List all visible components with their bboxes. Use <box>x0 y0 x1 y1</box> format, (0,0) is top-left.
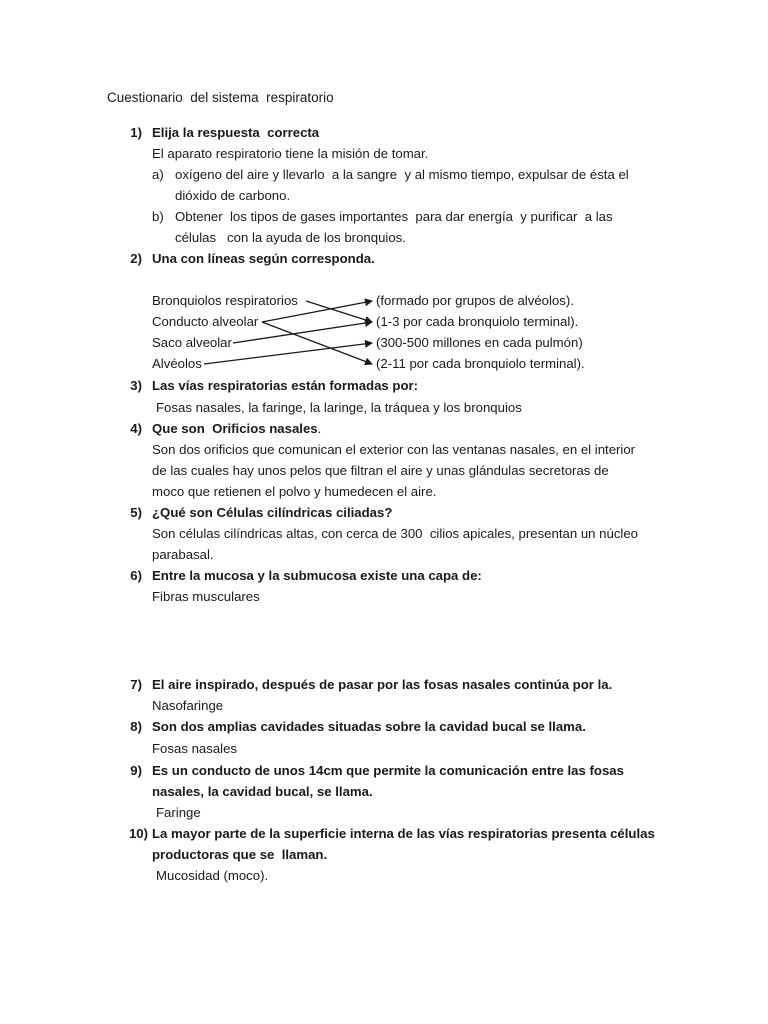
match-left-item: Alvéolos <box>152 356 202 371</box>
q1-question: Elija la respuesta correcta <box>152 125 320 140</box>
match-right-item: (300-500 millones en cada pulmón) <box>376 335 583 350</box>
q7-answer: Nasofaringe <box>152 698 224 713</box>
q4-answer: Son dos orificios que comunican el exterior con las ventanas nasales, en el interior <box>152 442 636 457</box>
q4-answer-cont: de las cuales hay unos pelos que filtran el aire y unas glándulas secretoras de <box>152 463 609 478</box>
q2-number: 2) <box>130 251 142 266</box>
arrow-line <box>204 343 372 364</box>
q7-number: 7) <box>130 677 142 692</box>
match-left-item: Bronquiolos respiratorios <box>152 293 298 308</box>
match-left-item: Conducto alveolar <box>152 314 259 329</box>
q8-question: Son dos amplias cavidades situadas sobre la cavidad bucal se llama. <box>152 719 586 734</box>
q6-number: 6) <box>130 568 142 583</box>
q8-answer: Fosas nasales <box>152 741 238 756</box>
q7-question: El aire inspirado, después de pasar por las fosas nasales continúa por la. <box>152 677 613 692</box>
q10-question: La mayor parte de la superficie interna de las vías respiratorias presenta células <box>152 826 655 841</box>
q6-question: Entre la mucosa y la submucosa existe una capa de: <box>152 568 482 583</box>
q3-question: Las vías respiratorias están formadas por: <box>152 378 419 393</box>
q10-question-cont: productoras que se llaman. <box>152 847 328 862</box>
q2-question: Una con líneas según corresponda. <box>152 251 375 266</box>
q1-option-a-text: oxígeno del aire y llevarlo a la sangre y al mismo tiempo, expulsar de ésta el <box>175 167 629 182</box>
q3-answer: Fosas nasales, la faringe, la laringe, la tráquea y los bronquios <box>156 400 522 415</box>
q1-option-b-text-cont: células con la ayuda de los bronquios. <box>175 230 406 245</box>
match-right-item: (formado por grupos de alvéolos). <box>376 293 574 308</box>
q4-answer-cont: moco que retienen el polvo y humedecen el aire. <box>152 484 437 499</box>
q9-question: Es un conducto de unos 14cm que permite la comunicación entre las fosas <box>152 763 624 778</box>
q5-answer: Son células cilíndricas altas, con cerca de 300 cilios apicales, presentan un núcleo <box>152 526 639 541</box>
match-right-item: (2-11 por cada bronquiolo terminal). <box>376 356 585 371</box>
q10-number: 10) <box>128 826 148 841</box>
arrow-line <box>233 322 372 343</box>
match-right-item: (1-3 por cada bronquiolo terminal). <box>376 314 579 329</box>
q6-answer: Fibras musculares <box>152 589 260 604</box>
q8-number: 8) <box>130 719 142 734</box>
match-left-item: Saco alveolar <box>152 335 232 350</box>
q4-question: Que son Orificios nasales. <box>152 421 322 436</box>
q4-number: 4) <box>130 421 142 436</box>
q1-number: 1) <box>130 125 142 140</box>
q1-option-a-text-cont: dióxido de carbono. <box>175 188 291 203</box>
q5-number: 5) <box>130 505 142 520</box>
document-title: Cuestionario del sistema respiratorio <box>107 90 334 105</box>
arrow-line <box>262 322 372 364</box>
q9-number: 9) <box>130 763 142 778</box>
q9-answer: Faringe <box>156 805 201 820</box>
q1-option-a-label: a) <box>152 167 164 182</box>
q5-question: ¿Qué son Células cilíndricas ciliadas? <box>152 505 393 520</box>
q9-question-cont: nasales, la cavidad bucal, se llama. <box>152 784 373 799</box>
q1-option-b-text: Obtener los tipos de gases importantes para dar energía y purificar a las <box>175 209 613 224</box>
q1-statement: El aparato respiratorio tiene la misión de tomar. <box>152 146 429 161</box>
q1-option-b-label: b) <box>152 209 164 224</box>
q10-answer: Mucosidad (moco). <box>156 868 269 883</box>
q3-number: 3) <box>130 378 142 393</box>
q5-answer-cont: parabasal. <box>152 547 214 562</box>
